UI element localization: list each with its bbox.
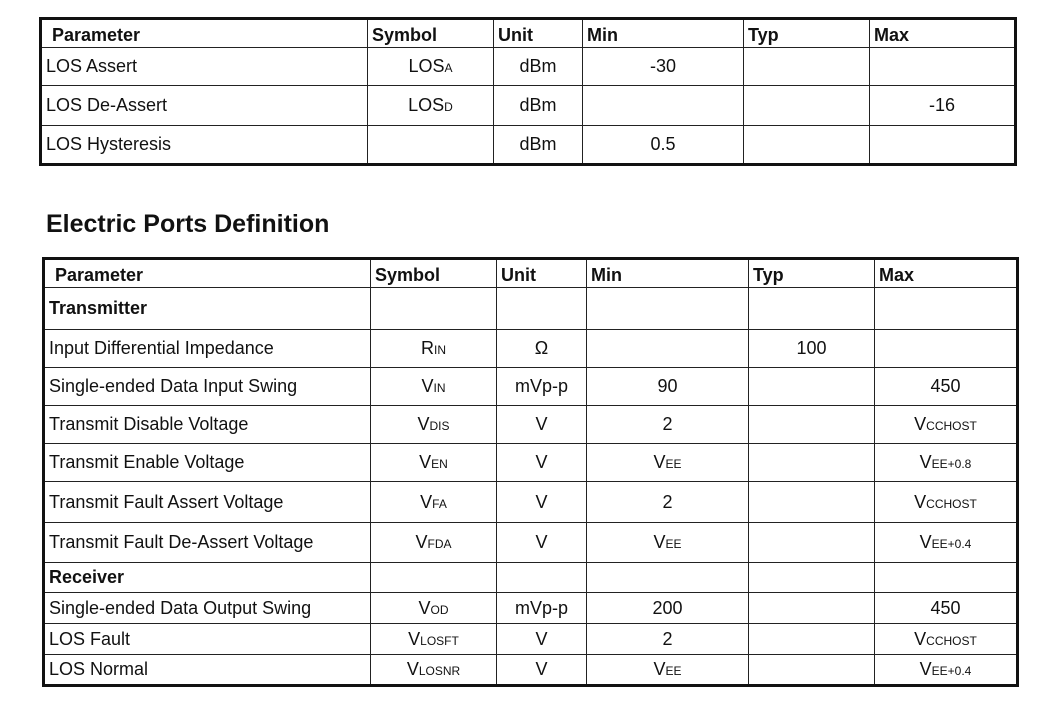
- parameter-cell: Single-ended Data Output Swing: [44, 593, 371, 624]
- typ-cell: [744, 126, 870, 165]
- table-row: [41, 126, 1016, 165]
- typ-cell: [749, 593, 875, 624]
- symbol-cell: LOSD: [368, 86, 494, 126]
- max-cell: [870, 126, 1016, 165]
- parameter-cell: LOS Normal: [44, 655, 371, 686]
- table-row: [44, 523, 1018, 563]
- min-cell: [583, 86, 744, 126]
- min-cell: 2: [587, 482, 749, 523]
- header-typ: Typ: [749, 259, 875, 288]
- section-title: Electric Ports Definition: [46, 210, 330, 238]
- header-max: Max: [870, 19, 1016, 48]
- symbol-cell: VEN: [371, 444, 497, 482]
- header-symbol: Symbol: [371, 259, 497, 288]
- parameter-cell: Transmit Fault De-Assert Voltage: [44, 523, 371, 563]
- parameter-cell: Single-ended Data Input Swing: [44, 368, 371, 406]
- table-row: [44, 406, 1018, 444]
- typ-cell: [749, 482, 875, 523]
- header-unit: Unit: [494, 19, 583, 48]
- symbol-cell: VLOSNR: [371, 655, 497, 686]
- unit-cell: V: [497, 444, 587, 482]
- header-parameter: Parameter: [44, 259, 371, 288]
- parameter-cell: LOS Hysteresis: [41, 126, 368, 165]
- empty-cell: [749, 288, 875, 330]
- typ-cell: [749, 523, 875, 563]
- table-row: [41, 86, 1016, 126]
- min-cell: 2: [587, 624, 749, 655]
- symbol-cell: VLOSFT: [371, 624, 497, 655]
- parameter-cell: Transmit Fault Assert Voltage: [44, 482, 371, 523]
- empty-cell: [497, 563, 587, 593]
- max-cell: VEE+0.8: [875, 444, 1018, 482]
- min-cell: 0.5: [583, 126, 744, 165]
- symbol-cell: VFA: [371, 482, 497, 523]
- table-row: [41, 48, 1016, 86]
- table-header-row: [41, 19, 1016, 48]
- table-row: [44, 444, 1018, 482]
- symbol-cell: VFDA: [371, 523, 497, 563]
- header-symbol: Symbol: [368, 19, 494, 48]
- min-cell: 90: [587, 368, 749, 406]
- max-cell: VCCHOST: [875, 482, 1018, 523]
- max-cell: [875, 330, 1018, 368]
- min-cell: [587, 330, 749, 368]
- min-cell: 200: [587, 593, 749, 624]
- electric-ports-table: [42, 257, 1019, 687]
- header-min: Min: [587, 259, 749, 288]
- table-row: [44, 655, 1018, 686]
- min-cell: VEE: [587, 444, 749, 482]
- typ-cell: [749, 444, 875, 482]
- empty-cell: [587, 288, 749, 330]
- empty-cell: [497, 288, 587, 330]
- symbol-cell: VOD: [371, 593, 497, 624]
- empty-cell: [587, 563, 749, 593]
- table-row: [44, 368, 1018, 406]
- parameter-cell: Input Differential Impedance: [44, 330, 371, 368]
- typ-cell: [749, 655, 875, 686]
- max-cell: 450: [875, 593, 1018, 624]
- empty-cell: [875, 563, 1018, 593]
- unit-cell: V: [497, 406, 587, 444]
- section-label: Receiver: [44, 563, 371, 593]
- header-typ: Typ: [744, 19, 870, 48]
- unit-cell: mVp-p: [497, 593, 587, 624]
- typ-cell: [744, 86, 870, 126]
- header-min: Min: [583, 19, 744, 48]
- max-cell: VCCHOST: [875, 406, 1018, 444]
- unit-cell: dBm: [494, 48, 583, 86]
- table-row: [44, 482, 1018, 523]
- min-cell: VEE: [587, 655, 749, 686]
- max-cell: VCCHOST: [875, 624, 1018, 655]
- typ-cell: 100: [749, 330, 875, 368]
- table-header-row: [44, 259, 1018, 288]
- parameter-cell: LOS Fault: [44, 624, 371, 655]
- unit-cell: V: [497, 655, 587, 686]
- max-cell: VEE+0.4: [875, 655, 1018, 686]
- section-row-receiver: [44, 563, 1018, 593]
- header-max: Max: [875, 259, 1018, 288]
- typ-cell: [749, 368, 875, 406]
- table-row: [44, 593, 1018, 624]
- parameter-cell: LOS De-Assert: [41, 86, 368, 126]
- parameter-cell: Transmit Disable Voltage: [44, 406, 371, 444]
- max-cell: -16: [870, 86, 1016, 126]
- unit-cell: V: [497, 482, 587, 523]
- typ-cell: [744, 48, 870, 86]
- parameter-cell: LOS Assert: [41, 48, 368, 86]
- unit-cell: Ω: [497, 330, 587, 368]
- min-cell: VEE: [587, 523, 749, 563]
- header-parameter: Parameter: [41, 19, 368, 48]
- los-spec-table: [39, 17, 1017, 166]
- table-row: [44, 330, 1018, 368]
- unit-cell: V: [497, 624, 587, 655]
- symbol-cell: VIN: [371, 368, 497, 406]
- header-unit: Unit: [497, 259, 587, 288]
- symbol-cell: RIN: [371, 330, 497, 368]
- section-label: Transmitter: [44, 288, 371, 330]
- empty-cell: [749, 563, 875, 593]
- unit-cell: mVp-p: [497, 368, 587, 406]
- table-row: [44, 624, 1018, 655]
- symbol-cell: LOSA: [368, 48, 494, 86]
- min-cell: 2: [587, 406, 749, 444]
- unit-cell: dBm: [494, 86, 583, 126]
- max-cell: VEE+0.4: [875, 523, 1018, 563]
- unit-cell: dBm: [494, 126, 583, 165]
- symbol-cell: VDIS: [371, 406, 497, 444]
- empty-cell: [371, 563, 497, 593]
- empty-cell: [371, 288, 497, 330]
- typ-cell: [749, 624, 875, 655]
- symbol-cell: [368, 126, 494, 165]
- typ-cell: [749, 406, 875, 444]
- empty-cell: [875, 288, 1018, 330]
- max-cell: [870, 48, 1016, 86]
- parameter-cell: Transmit Enable Voltage: [44, 444, 371, 482]
- max-cell: 450: [875, 368, 1018, 406]
- min-cell: -30: [583, 48, 744, 86]
- unit-cell: V: [497, 523, 587, 563]
- section-row-transmitter: [44, 288, 1018, 330]
